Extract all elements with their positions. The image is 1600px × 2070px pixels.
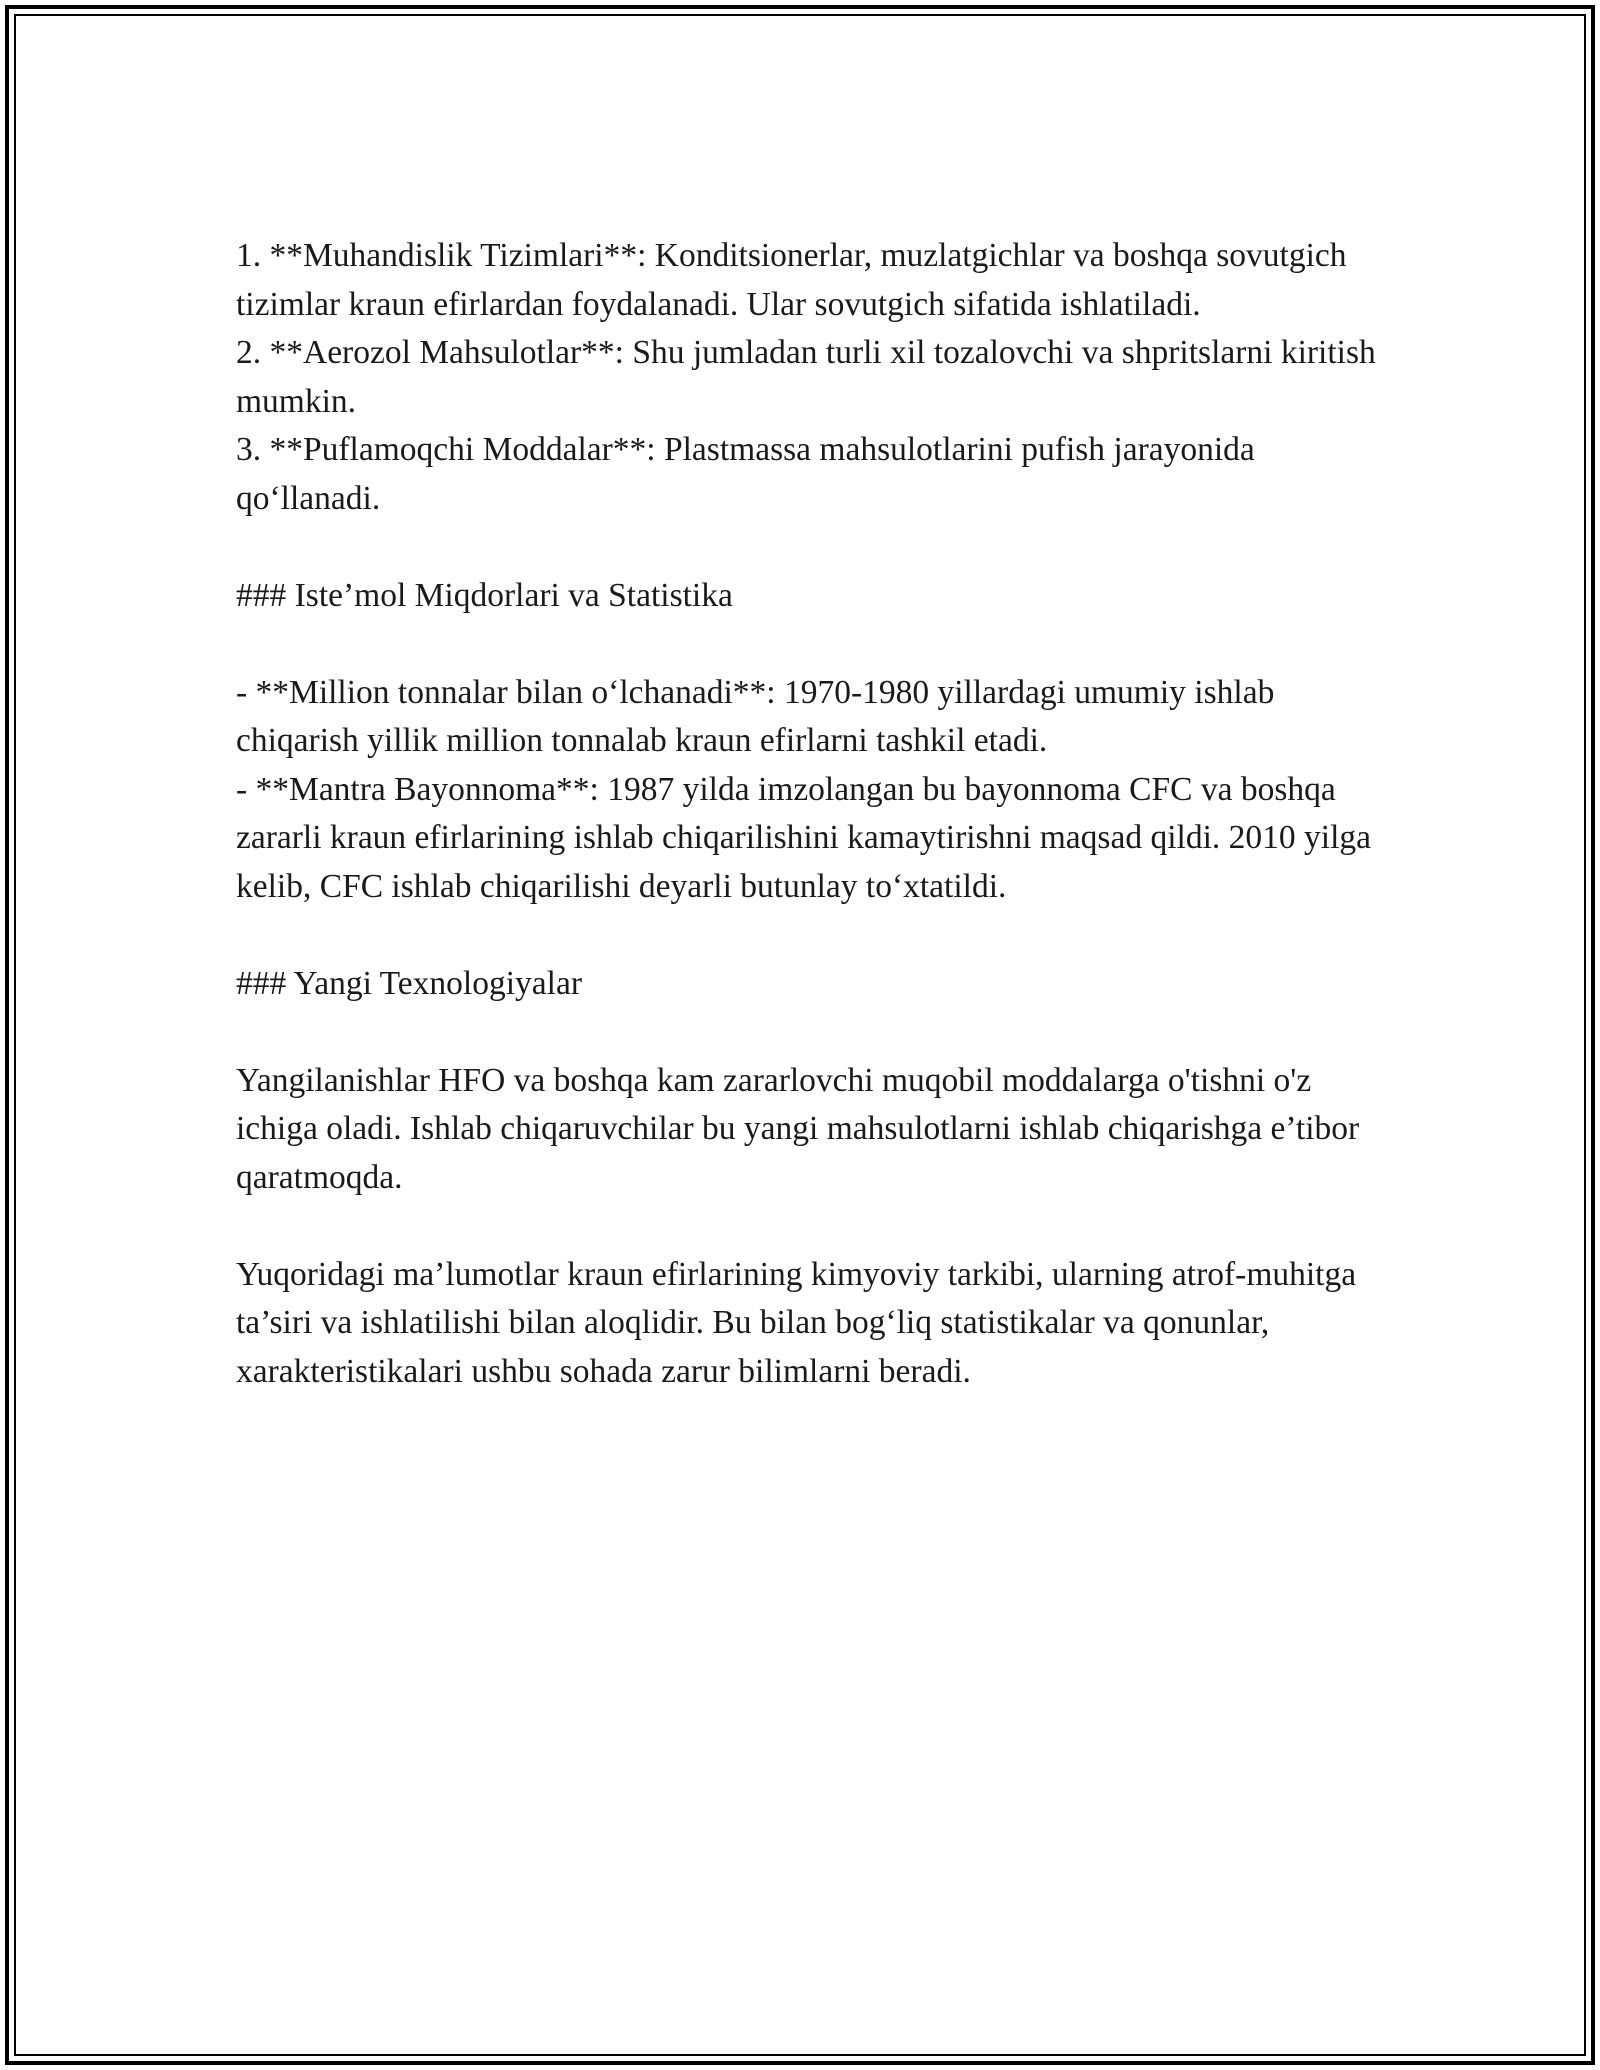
- bullet-million-tonnes: - **Million tonnalar bilan o‘lchanadi**: 1970-1980 yillardagi umumiy ishlab chiqarish yillik million tonnalab kraun efirlarni tashkil etadi.: [236, 673, 1275, 759]
- document-body: [236, 232, 1376, 1396]
- spacer: [236, 1202, 1376, 1251]
- heading-new-technologies: ### Yangi Texnologiyalar: [236, 964, 582, 1002]
- spacer: [236, 523, 1376, 572]
- heading-consumption-statistics: ### Iste’mol Miqdorlari va Statistika: [236, 576, 733, 614]
- paragraph-summary: Yuqoridagi ma’lumotlar kraun efirlarining kimyoviy tarkibi, ularning atrof-muhitga ta’siri va ishlatilishi bilan aloqlidir. Bu bilan bog‘liq statistikalar va qonunlar, xarakteristikalari ushbu sohada zarur bilimlarni beradi.: [236, 1255, 1357, 1390]
- spacer: [236, 911, 1376, 960]
- bullet-protocol: - **Mantra Bayonnoma**: 1987 yilda imzolangan bu bayonnoma CFC va boshqa zararli kraun efirlarining ishlab chiqarilishini kamaytirishni maqsad qildi. 2010 yilga kelib, CFC ishlab chiqarilishi deyarli butunlay to‘xtatildi.: [236, 770, 1371, 905]
- spacer: [236, 620, 1376, 669]
- paragraph-new-technologies: Yangilanishlar HFO va boshqa kam zararlovchi muqobil moddalarga o'tishni o'z ichiga oladi. Ishlab chiqaruvchilar bu yangi mahsulotlarni ishlab chiqarishga e’tibor qaratmoqda.: [236, 1061, 1360, 1196]
- list-item-engineering-systems: 1. **Muhandislik Tizimlari**: Konditsionerlar, muzlatgichlar va boshqa sovutgich tizimlar kraun efirlardan foydalanadi. Ular sovutgich sifatida ishlatiladi.: [236, 237, 1347, 323]
- list-item-blowing-agents: 3. **Puflamoqchi Moddalar**: Plastmassa mahsulotlarini pufish jarayonida qo‘llanadi.: [236, 431, 1255, 517]
- spacer: [236, 1008, 1376, 1057]
- list-item-aerosol-products: 2. **Aerozol Mahsulotlar**: Shu jumladan turli xil tozalovchi va shpritslarni kiritish mumkin.: [236, 334, 1376, 420]
